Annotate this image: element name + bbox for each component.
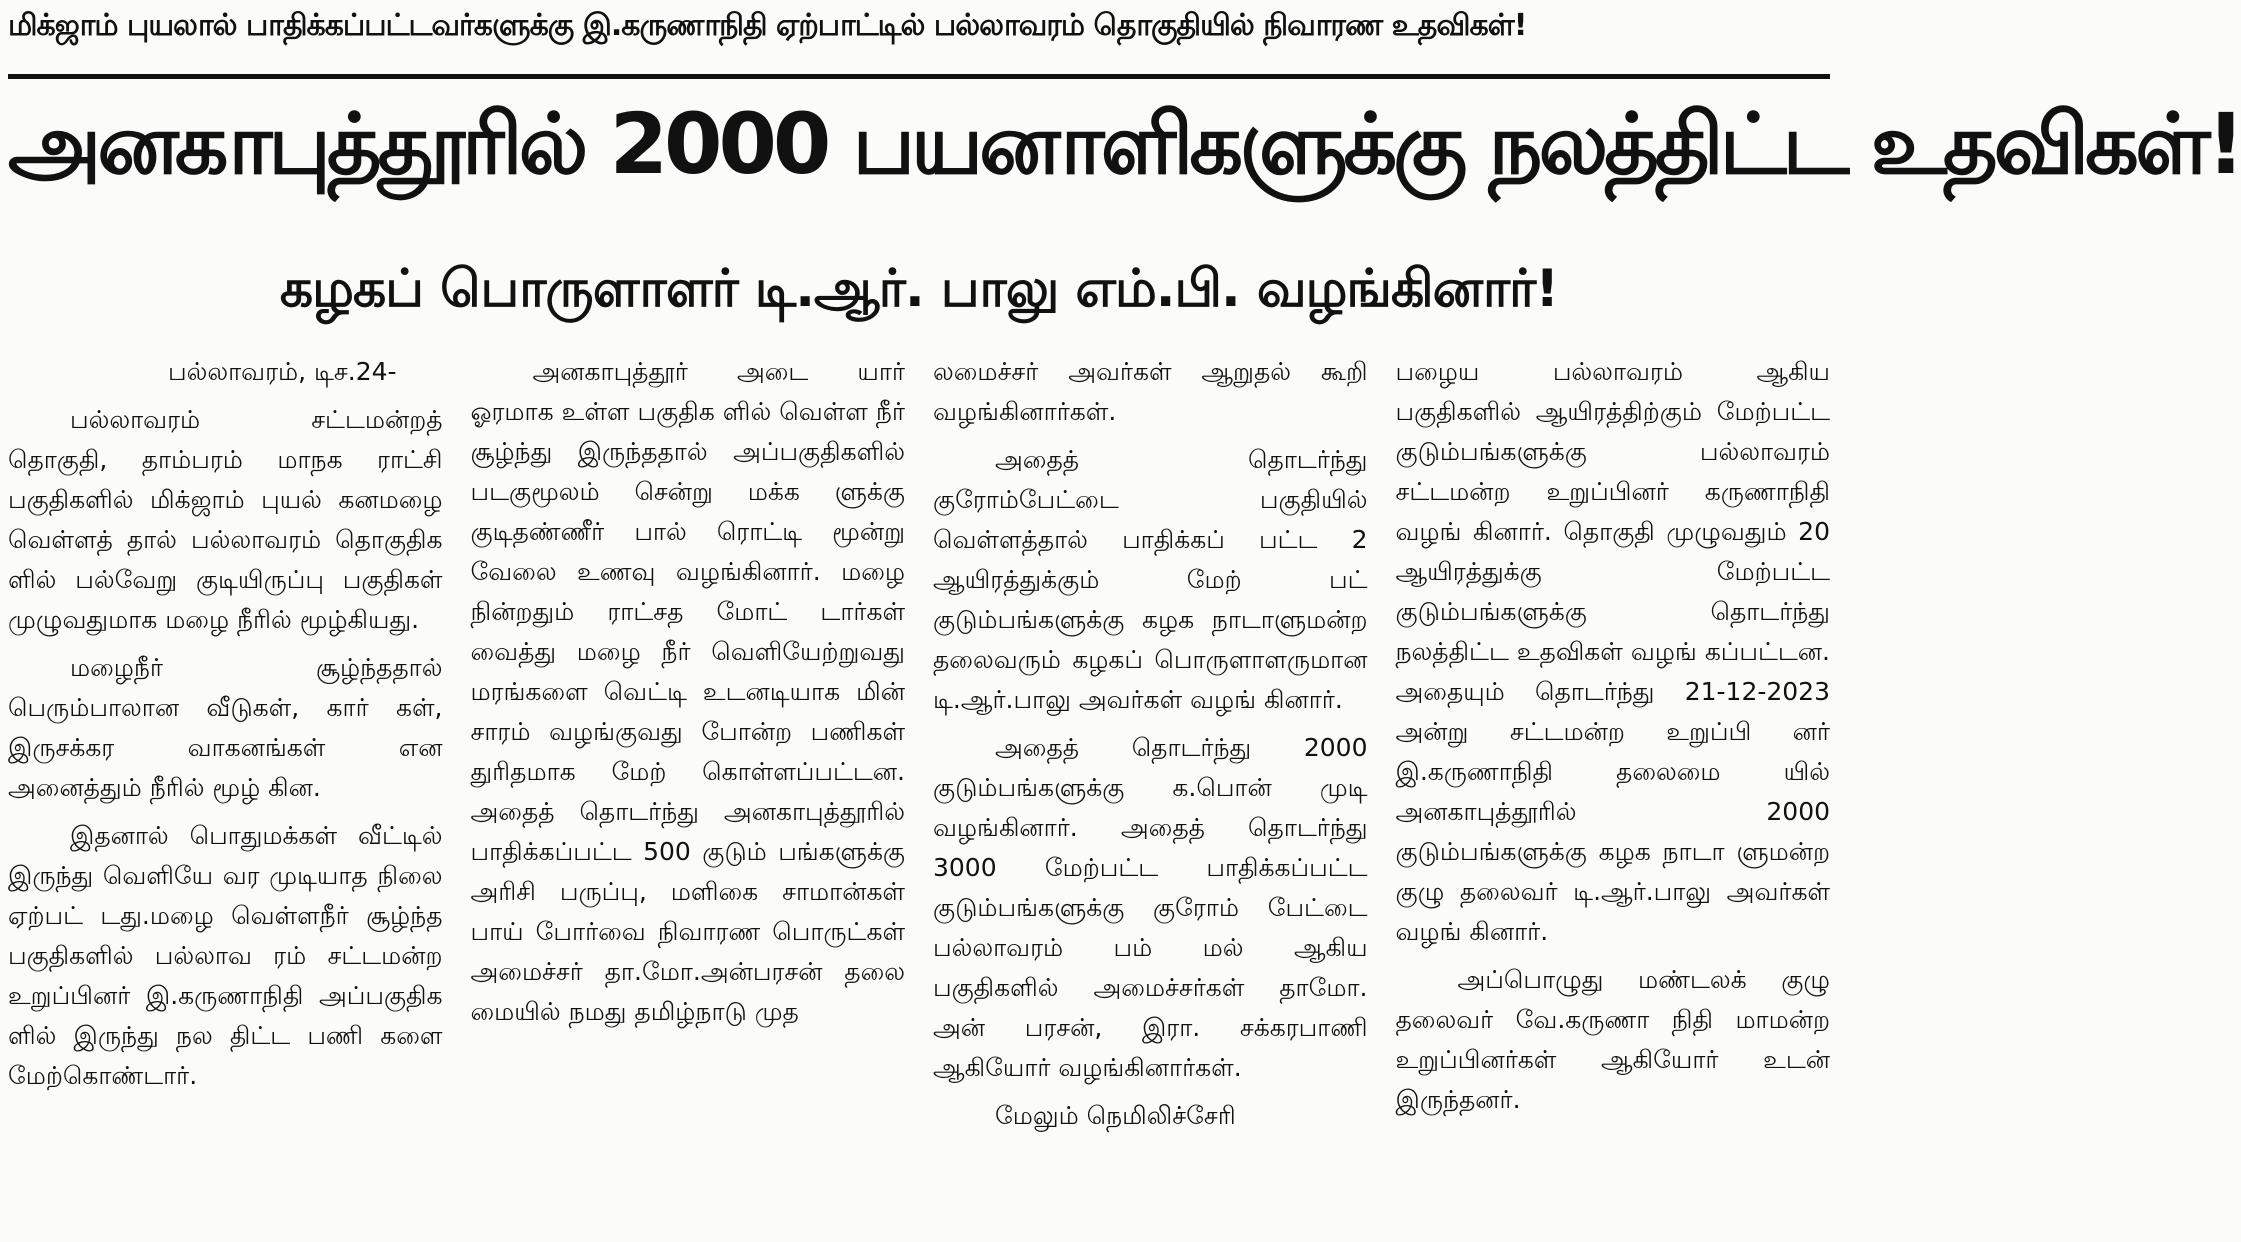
- paragraph: பல்லாவரம் சட்டமன்றத் தொகுதி, தாம்பரம் மாநக ராட்சி பகுதிகளில் மிக்ஜாம் புயல் கனமழை வெள்ளத் தால் பல்லாவரம் தொகுதிக ளில் பல்வேறு குடியிருப்பு பகுதிகள் முழுவதுமாக மழை நீரில் மூழ்கியது.: [8, 405, 443, 634]
- paragraph: அதைத் தொடர்ந்து குரோம்பேட்டை பகுதியில் வெள்ளத்தால் பாதிக்கப் பட்ட 2 ஆயிரத்துக்கும் மேற் பட் குடும்பங்களுக்கு கழக நாடாளுமன்ற தலைவரும் கழகப் பொருளாளருமான டி.ஆர்.பாலு அவர்கள் வழங் கினார்.: [933, 445, 1368, 714]
- main-headline: அனகாபுத்தூரில் 2000 பயனாளிகளுக்கு நலத்திட்ட உதவிகள்!: [8, 95, 2241, 193]
- article-body: [8, 352, 1830, 1238]
- paragraph: மழைநீர் சூழ்ந்ததால் பெரும்பாலான வீடுகள், கார் கள், இருசக்கர வாகனங்கள் என அனைத்தும் நீரில் மூழ் கின.: [8, 653, 443, 802]
- subheadline: கழகப் பொருளாளர் டி.ஆர். பாலு எம்.பி. வழங்கினார்!: [279, 259, 1559, 319]
- header-rule: [8, 74, 1830, 79]
- paragraph: லமைச்சர் அவர்கள் ஆறுதல் கூறி வழங்கினார்கள்.: [933, 357, 1368, 426]
- paragraph: இதனால் பொதுமக்கள் வீட்டில் இருந்து வெளியே வர முடியாத நிலை ஏற்பட் டது.மழை வெள்ளநீர் சூழ்ந்த பகுதிகளில் பல்லாவ ரம் சட்டமன்ற உறுப்பினர் இ.கருணாநிதி அப்பகுதிக ளில் இருந்து நல திட்ட பணி களை மேற்கொண்டார்.: [8, 821, 443, 1090]
- paragraph: அனகாபுத்தூர் அடை யார் ஓரமாக உள்ள பகுதிக ளில் வெள்ள நீர் சூழ்ந்து இருந்ததால் அப்பகுதிகளில் படகுமூலம் சென்று மக்க ளுக்கு குடிதண்ணீர் பால் ரொட்டி மூன்று வேலை உணவு வழங்கினார். மழை நின்றதும் ராட்சத மோட் டார்கள் வைத்து மழை நீர் வெளியேற்றுவது மரங்களை வெட்டி உடனடியாக மின் சாரம் வழங்குவது போன்ற பணிகள் துரிதமாக மேற் கொள்ளப்பட்டன. அதைத் தொடர்ந்து அனகாபுத்தூரில் பாதிக்கப்பட்ட 500 குடும் பங்களுக்கு அரிசி பருப்பு, மளிகை சாமான்கள் பாய் போர்வை நிவாரண பொருட்கள் அமைச்சர் தா.மோ.அன்பரசன் தலை மையில் நமது தமிழ்நாடு முத: [470, 357, 905, 1026]
- article-column-4: [1396, 352, 1831, 1238]
- paragraph: அதைத் தொடர்ந்து 2000 குடும்பங்களுக்கு க.பொன் முடி வழங்கினார். அதைத் தொடர்ந்து 3000 மேற்பட்ட பாதிக்கப்பட்ட குடும்பங்களுக்கு குரோம் பேட்டை பல்லாவரம் பம் மல் ஆகிய பகுதிகளில் அமைச்சர்கள் தாமோ. அன் பரசன், இரா. சக்கரபாணி ஆகியோர் வழங்கினார்கள்.: [933, 733, 1368, 1082]
- dateline: பல்லாவரம், டிச.24-: [168, 357, 397, 386]
- article-column-1: [8, 352, 443, 1238]
- paragraph: பழைய பல்லாவரம் ஆகிய பகுதிகளில் ஆயிரத்திற்கும் மேற்பட்ட குடும்பங்களுக்கு பல்லாவரம் சட்டமன்ற உறுப்பினர் கருணாநிதி வழங் கினார். தொகுதி முழுவதும் 20 ஆயிரத்துக்கு மேற்பட்ட குடும்பங்களுக்கு தொடர்ந்து நலத்திட்ட உதவிகள் வழங் கப்பட்டன. அதையும் தொடர்ந்து 21-12-2023 அன்று சட்டமன்ற உறுப்பி னர் இ.கருணாநிதி தலைமை யில் அனகாபுத்தூரில் 2000 குடும்பங்களுக்கு கழக நாடா ளுமன்ற குழு தலைவர் டி.ஆர்.பாலு அவர்கள் வழங் கினார்.: [1395, 357, 1830, 946]
- article-column-3: [933, 352, 1368, 1238]
- paragraph: மேலும் நெமிலிச்சேரி: [995, 1101, 1236, 1130]
- article-column-2: [471, 352, 906, 1238]
- kicker-headline: மிக்ஜாம் புயலால் பாதிக்கப்பட்டவர்களுக்கு இ.கருணாநிதி ஏற்பாட்டில் பல்லாவரம் தொகுதியில் நிவாரண உதவிகள்!: [8, 8, 1527, 43]
- paragraph: அப்பொழுது மண்டலக் குழு தலைவர் வே.கருணா நிதி மாமன்ற உறுப்பினர்கள் ஆகியோர் உடன் இருந்தனர்.: [1395, 965, 1830, 1114]
